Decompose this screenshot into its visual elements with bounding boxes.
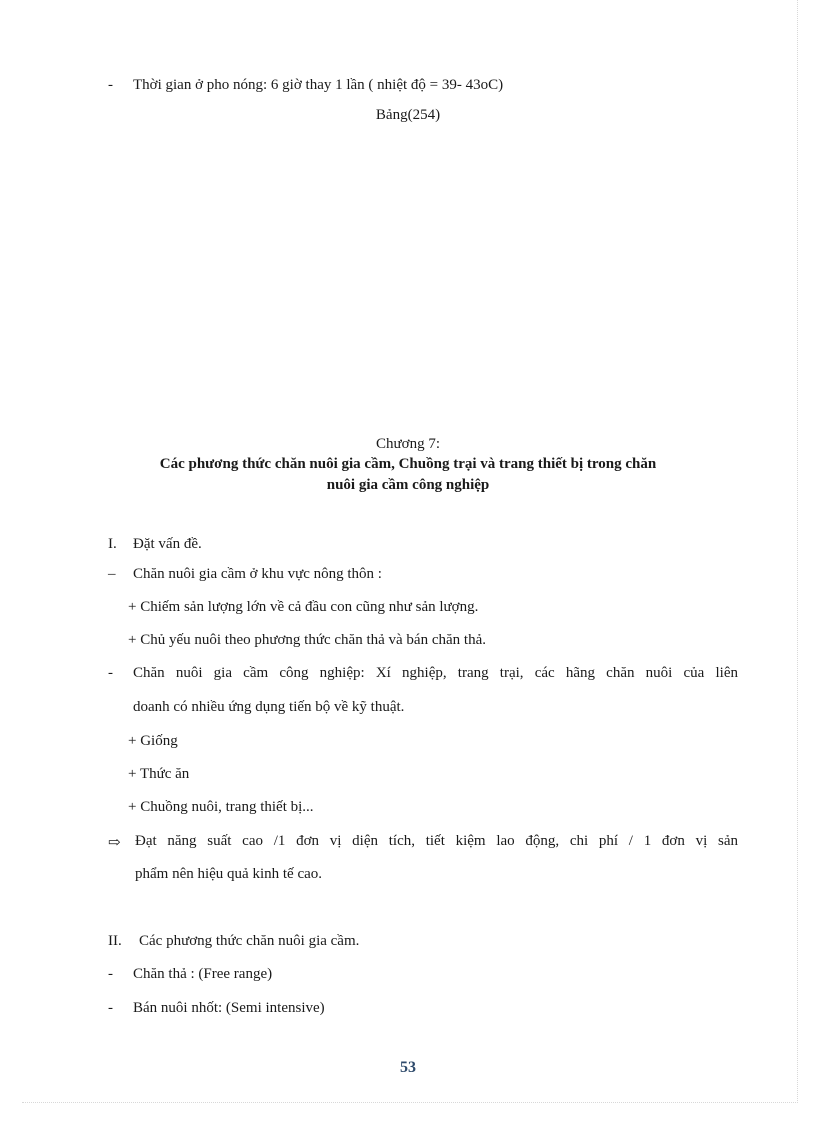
bullet-marker: - [108,1000,113,1016]
bullet-marker: - [108,665,113,681]
section-marker: I. [108,536,117,552]
section-title: Các phương thức chăn nuôi gia cầm. [139,933,360,949]
chapter-title-line-1: Các phương thức chăn nuôi gia cầm, Chuồng trại và trang thiết bị trong chăn [159,456,657,472]
chapter-number: Chương 7: [376,436,440,452]
page-border-bottom [22,1102,798,1103]
table-reference: Bảng(254) [375,107,441,123]
sub-item-text: + Chuồng nuôi, trang thiết bị... [128,799,314,815]
list-item-text: Bán nuôi nhốt: (Semi intensive) [133,1000,325,1016]
list-item-text-line-1: Chăn nuôi gia cầm công nghiệp: Xí nghiệp, trang trại, các hãng chăn nuôi của liên [133,665,738,681]
sub-item-text: + Chủ yếu nuôi theo phương thức chăn thả và bán chăn thả. [128,632,486,648]
conclusion-text-line-2: phẩm nên hiệu quả kinh tế cao. [135,866,323,882]
list-item-text: Chăn thả : (Free range) [133,966,273,982]
page-border-right [797,0,798,1103]
sub-item-text: + Thức ăn [128,766,190,782]
chapter-title-line-2: nuôi gia cầm công nghiệp [326,477,490,493]
section-title: Đặt vấn đề. [133,536,202,552]
dash-marker: – [108,566,116,582]
bullet-marker: - [108,77,113,93]
intro-text: Thời gian ở pho nóng: 6 giờ thay 1 lần ( nhiệt độ = 39- 43oC) [133,77,504,93]
section-marker: II. [108,933,122,949]
conclusion-text-line-1: Đạt năng suất cao /1 đơn vị diện tích, tiết kiệm lao động, chi phí / 1 đơn vị sản [135,833,738,849]
sub-item-text: + Chiếm sản lượng lớn về cả đầu con cũng như sản lượng. [128,599,479,615]
list-item-text-line-2: doanh có nhiều ứng dụng tiến bộ về kỹ thuật. [133,699,405,715]
arrow-icon: ⇨ [108,835,121,851]
page-number: 53 [400,1059,416,1076]
list-item-text: Chăn nuôi gia cầm ở khu vực nông thôn : [133,566,382,582]
sub-item-text: + Giống [128,733,178,749]
bullet-marker: - [108,966,113,982]
